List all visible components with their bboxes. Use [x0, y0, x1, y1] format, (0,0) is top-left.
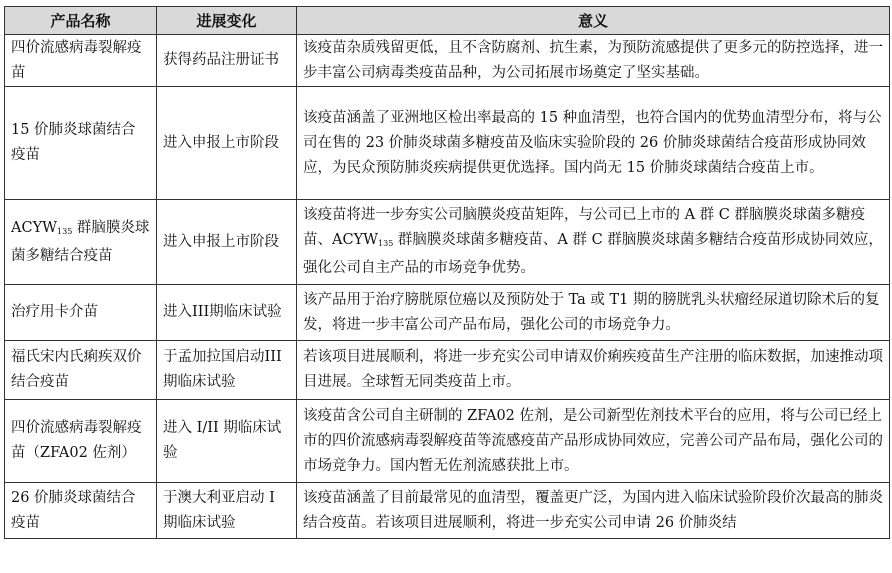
table-row — [5, 87, 890, 200]
product-name-cell: 四价流感病毒裂解疫苗 — [5, 35, 157, 87]
meaning-text-a: 该疫苗将进一步夯实公司脑膜炎疫苗矩阵，与公司已上市的 A 群 C 群脑膜炎球菌多糖疫苗、ACYW — [303, 207, 865, 248]
meaning-cell: 若该项目进展顺利，将进一步充实公司申请双价痢疾疫苗生产注册的临床数据，加速推动项目进展。全球暂无同类疫苗上市。 — [297, 341, 890, 400]
meaning-subscript: 135 — [378, 239, 394, 248]
header-product-name: 产品名称 — [5, 7, 157, 35]
product-name-cell: 15 价肺炎球菌结合疫苗 — [5, 87, 157, 200]
meaning-cell: 该产品用于治疗膀胱原位癌以及预防处于 Ta 或 T1 期的膀胱乳头状瘤经尿道切除术后的复发，将进一步丰富公司产品布局，强化公司的市场竞争力。 — [297, 285, 890, 341]
product-name-suffix: 群脑膜炎球菌多糖结合疫苗 — [11, 219, 150, 264]
progress-cell: 进入申报上市阶段 — [157, 87, 297, 200]
header-meaning: 意义 — [297, 7, 890, 35]
product-name-cell: 治疗用卡介苗 — [5, 285, 157, 341]
meaning-cell — [297, 200, 890, 285]
meaning-cell: 该疫苗涵盖了目前最常见的血清型，覆盖更广泛，为国内进入临床试验阶段价次最高的肺炎结合疫苗。若该项目进展顺利，将进一步充实公司申请 26 价肺炎结 — [297, 483, 890, 539]
table-row — [5, 35, 890, 87]
meaning-cell: 该疫苗含公司自主研制的 ZFA02 佐剂，是公司新型佐剂技术平台的应用，将与公司已经上市的四价流感病毒裂解疫苗等流感疫苗产品形成协同效应，完善公司产品布局，强化公司的市场竞争力。国内暂无佐剂流感获批上市。 — [297, 400, 890, 483]
product-name-cell: 四价流感病毒裂解疫苗（ZFA02 佐剂） — [5, 400, 157, 483]
table-row — [5, 483, 890, 539]
progress-cell: 获得药品注册证书 — [157, 35, 297, 87]
progress-cell: 进入 I/II 期临床试验 — [157, 400, 297, 483]
meaning-text-b: 群脑膜炎球菌多糖疫苗、A 群 C 群脑膜炎球菌多糖结合疫苗形成协同效应，强化公司自主产品的市场竞争优势。 — [303, 232, 883, 276]
header-progress: 进展变化 — [157, 7, 297, 35]
product-name-cell: 福氏宋内氏痢疾双价结合疫苗 — [5, 341, 157, 400]
table-row — [5, 341, 890, 400]
header-row — [5, 7, 890, 35]
product-name-subscript: 135 — [57, 226, 73, 236]
product-name-cell: 26 价肺炎球菌结合疫苗 — [5, 483, 157, 539]
table-row — [5, 285, 890, 341]
product-name-cell — [5, 200, 157, 285]
progress-cell: 进入申报上市阶段 — [157, 200, 297, 285]
progress-cell: 于澳大利亚启动 I 期临床试验 — [157, 483, 297, 539]
meaning-cell: 该疫苗杂质残留更低，且不含防腐剂、抗生素，为预防流感提供了更多元的防控选择，进一步丰富公司病毒类疫苗品种，为公司拓展市场奠定了坚实基础。 — [297, 35, 890, 87]
product-name-prefix: ACYW — [11, 219, 58, 236]
table-row — [5, 200, 890, 285]
product-progress-table — [4, 6, 890, 539]
table-row — [5, 400, 890, 483]
progress-cell: 于孟加拉国启动III期临床试验 — [157, 341, 297, 400]
progress-cell: 进入III期临床试验 — [157, 285, 297, 341]
meaning-cell: 该疫苗涵盖了亚洲地区检出率最高的 15 种血清型，也符合国内的优势血清型分布，将与公司在售的 23 价肺炎球菌多糖疫苗及临床实验阶段的 26 价肺炎球菌结合疫苗形成协同效应，为民众预防肺炎疾病提供更优选择。国内尚无 15 价肺炎球菌结合疫苗上市。 — [297, 87, 890, 200]
